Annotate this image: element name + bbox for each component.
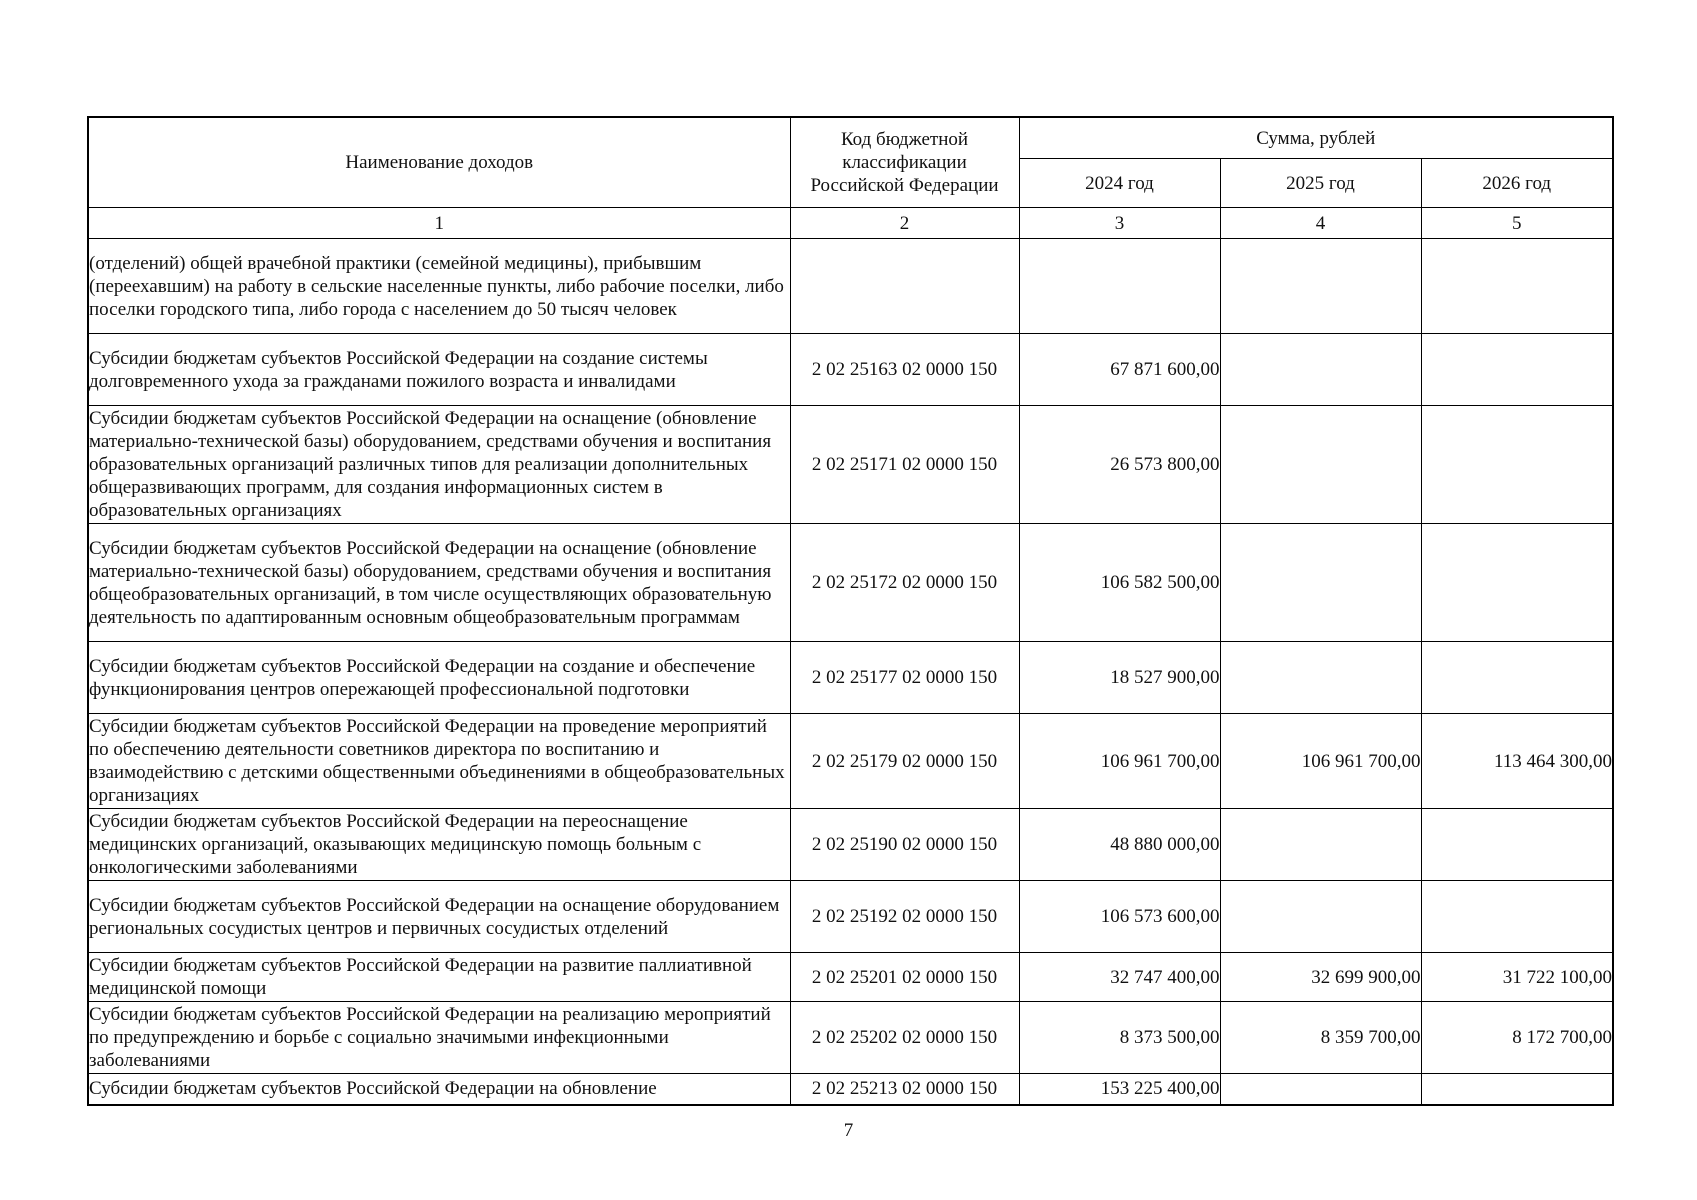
amount-2026 [1421,881,1613,953]
amount-2025 [1220,524,1421,642]
revenue-name: Субсидии бюджетам субъектов Российской Федерации на развитие паллиативной медицинской помощи [88,953,790,1002]
column-number: 3 [1019,208,1220,239]
amount-2024: 32 747 400,00 [1019,953,1220,1002]
header-year-2024: 2024 год [1019,159,1220,208]
amount-2025 [1220,406,1421,524]
header-code: Код бюджетной классификации Российской Федерации [790,117,1019,208]
revenue-name: Субсидии бюджетам субъектов Российской Федерации на оснащение (обновление материально-технической базы) оборудованием, средствами обучения и воспитания образовательных организаций различных типов для реализации дополнительных общеразвивающих программ, для создания информационных систем в образовательных организациях [88,406,790,524]
amount-2026 [1421,239,1613,334]
revenue-name: (отделений) общей врачебной практики (семейной медицины), прибывшим (переехавшим) на работу в сельские населенные пункты, либо рабочие поселки, либо поселки городского типа, либо города с населением до 50 тысяч человек [88,239,790,334]
budget-code: 2 02 25202 02 0000 150 [790,1002,1019,1074]
revenue-name: Субсидии бюджетам субъектов Российской Федерации на создание системы долговременного ухода за гражданами пожилого возраста и инвалидами [88,334,790,406]
revenue-name: Субсидии бюджетам субъектов Российской Федерации на реализацию мероприятий по предупреждению и борьбе с социально значимыми инфекционными заболеваниями [88,1002,790,1074]
revenue-name: Субсидии бюджетам субъектов Российской Федерации на проведение мероприятий по обеспечению деятельности советников директора по воспитанию и взаимодействию с детскими общественными объединениями в общеобразовательных организациях [88,714,790,809]
budget-code: 2 02 25172 02 0000 150 [790,524,1019,642]
table-row [88,809,1613,881]
table-row [88,1074,1613,1105]
table-row [88,524,1613,642]
table-row [88,406,1613,524]
column-number: 2 [790,208,1019,239]
amount-2026 [1421,334,1613,406]
budget-code: 2 02 25179 02 0000 150 [790,714,1019,809]
budget-code: 2 02 25163 02 0000 150 [790,334,1019,406]
revenue-table [87,116,1614,1106]
table-row [88,953,1613,1002]
amount-2024: 153 225 400,00 [1019,1074,1220,1105]
amount-2024: 106 573 600,00 [1019,881,1220,953]
table-row [88,642,1613,714]
amount-2025 [1220,334,1421,406]
header-name: Наименование доходов [88,117,790,208]
table-row [88,881,1613,953]
amount-2025: 8 359 700,00 [1220,1002,1421,1074]
budget-code [790,239,1019,334]
table-row [88,239,1613,334]
table-row [88,334,1613,406]
amount-2024: 48 880 000,00 [1019,809,1220,881]
amount-2024: 8 373 500,00 [1019,1002,1220,1074]
budget-code: 2 02 25192 02 0000 150 [790,881,1019,953]
budget-code: 2 02 25190 02 0000 150 [790,809,1019,881]
budget-code: 2 02 25213 02 0000 150 [790,1074,1019,1105]
amount-2025: 32 699 900,00 [1220,953,1421,1002]
revenue-name: Субсидии бюджетам субъектов Российской Федерации на оснащение оборудованием региональных сосудистых центров и первичных сосудистых отделений [88,881,790,953]
amount-2026 [1421,524,1613,642]
amount-2026 [1421,1074,1613,1105]
budget-code: 2 02 25171 02 0000 150 [790,406,1019,524]
header-year-2025: 2025 год [1220,159,1421,208]
budget-code: 2 02 25201 02 0000 150 [790,953,1019,1002]
header-sum: Сумма, рублей [1019,117,1613,159]
revenue-name: Субсидии бюджетам субъектов Российской Федерации на переоснащение медицинских организаций, оказывающих медицинскую помощь больным с онкологическими заболеваниями [88,809,790,881]
amount-2025 [1220,642,1421,714]
table-row [88,714,1613,809]
column-number: 1 [88,208,790,239]
column-number: 5 [1421,208,1613,239]
amount-2025 [1220,1074,1421,1105]
table-row [88,1002,1613,1074]
amount-2025: 106 961 700,00 [1220,714,1421,809]
column-number: 4 [1220,208,1421,239]
amount-2024: 26 573 800,00 [1019,406,1220,524]
amount-2024: 106 582 500,00 [1019,524,1220,642]
amount-2026 [1421,809,1613,881]
amount-2024 [1019,239,1220,334]
amount-2024: 67 871 600,00 [1019,334,1220,406]
page-number: 7 [843,1120,854,1141]
amount-2025 [1220,881,1421,953]
amount-2026: 8 172 700,00 [1421,1002,1613,1074]
amount-2026 [1421,406,1613,524]
amount-2024: 106 961 700,00 [1019,714,1220,809]
revenue-name: Субсидии бюджетам субъектов Российской Федерации на обновление [88,1074,790,1105]
revenue-name: Субсидии бюджетам субъектов Российской Федерации на создание и обеспечение функционирования центров опережающей профессиональной подготовки [88,642,790,714]
amount-2026: 113 464 300,00 [1421,714,1613,809]
amount-2026: 31 722 100,00 [1421,953,1613,1002]
budget-code: 2 02 25177 02 0000 150 [790,642,1019,714]
amount-2024: 18 527 900,00 [1019,642,1220,714]
revenue-name: Субсидии бюджетам субъектов Российской Федерации на оснащение (обновление материально-технической базы) оборудованием, средствами обучения и воспитания общеобразовательных организаций, в том числе осуществляющих образовательную деятельность по адаптированным основным общеобразовательным программам [88,524,790,642]
amount-2025 [1220,809,1421,881]
amount-2026 [1421,642,1613,714]
amount-2025 [1220,239,1421,334]
header-year-2026: 2026 год [1421,159,1613,208]
